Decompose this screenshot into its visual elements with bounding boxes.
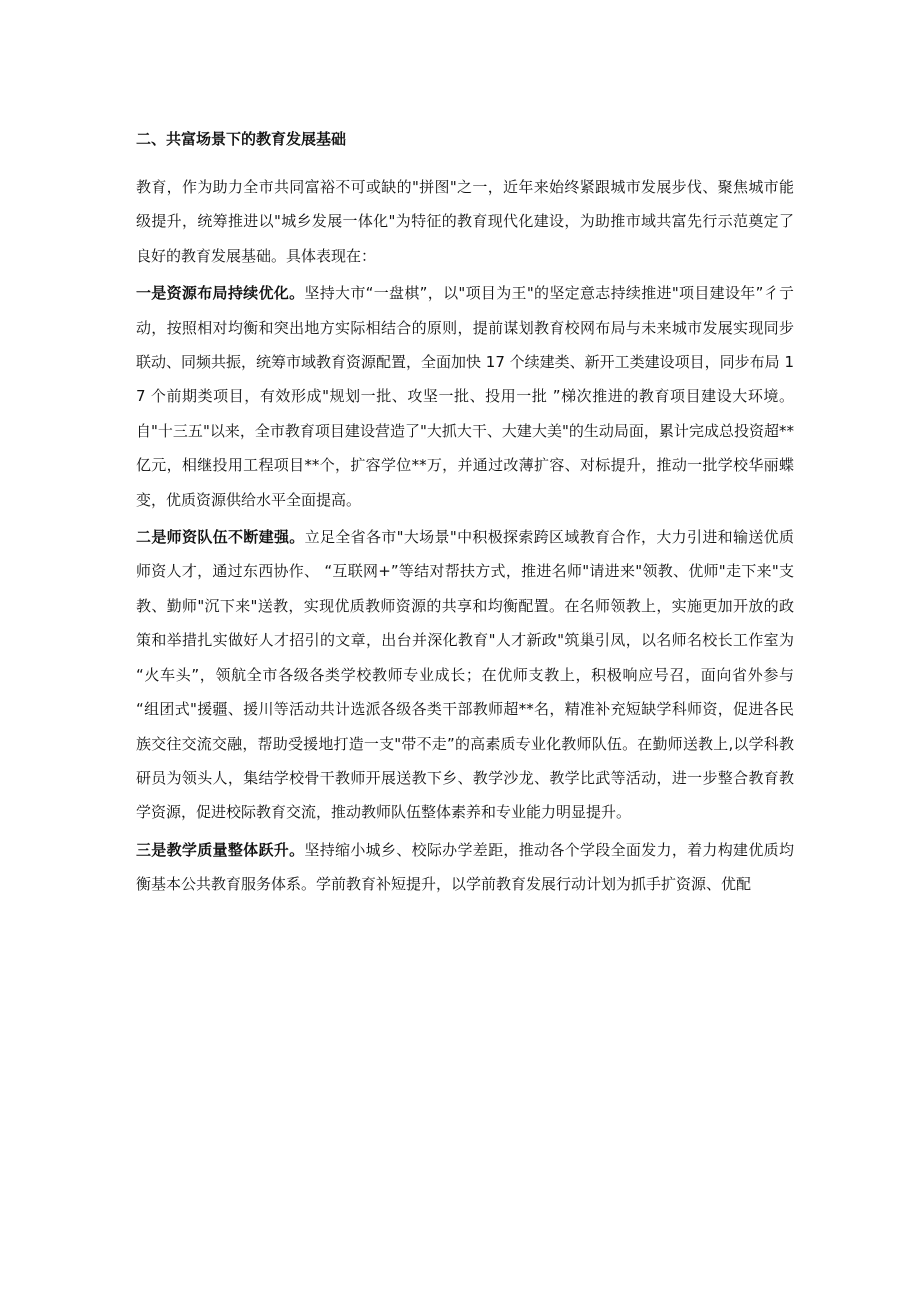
section-paragraph-resources xyxy=(136,276,794,517)
intro-paragraph: 教育，作为助力全市共同富裕不可或缺的"拼图"之一，近年来始终紧跟城市发展步伐、聚焦城市能级提升，统筹推进以"城乡发展一体化"为特征的教育现代化建设，为助推市域共富先行示范奠定了良好的教育发展基础。具体表现在： xyxy=(136,178,794,265)
section-paragraph-teachers xyxy=(136,520,794,830)
section-body-teachers: 立足全省各市"大场景"中积极探索跨区域教育合作，大力引进和输送优质师资人才，通过东西协作、 “互联网+”等结对帮扶方式，推进名师"请进来"领教、优师"走下来"支教、勤师"沉下来"送教，实现优质教师资源的共享和均衡配置。在名师领教上，实施更加开放的政策和举措扎实做好人才招引的文章，出台并深化教育"人才新政"筑巢引凤，以名师名校长工作室为 “火车头”，领航全市各级各类学校教师专业成长；在优师支教上，积极响应号召，面向省外参与 “组团式"援疆、援川等活动共计选派各级各类干部教师超**名，精准补充短缺学科师资，促进各民族交往交流交融，帮助受援地打造一支"带不走”的高素质专业化教师队伍。在勤师送教上,以学科教研员为领头人，集结学校骨干教师开展送教下乡、教学沙龙、教学比武等活动，进一步整合教育教学资源，促进校际教育交流，推动教师队伍整体素养和专业能力明显提升。 xyxy=(136,528,794,822)
section-body-quality: 坚持缩小城乡、校际办学差距，推动各个学段全面发力，着力构建优质均衡基本公共教育服务体系。学前教育补短提升，以学前教育发展行动计划为抓手扩资源、优配 xyxy=(136,840,794,894)
section-body-resources: 坚持大市“一盘棋”，以"项目为王"的坚定意志持续推进"项目建设年”彳亍动，按照相对均衡和突出地方实际相结合的原则，提前谋划教育校网布局与未来城市发展实现同步联动、同频共振，统筹市域教育资源配置，全面加快 17 个续建类、新开工类建设项目，同步布局 17 个前期类项目，有效形成"规划一批、攻坚一批、投用一批 ”梯次推进的教育项目建设大环境。自"十三五"以来，全市教育项目建设营造了"大抓大干、大建大美"的生动局面，累计完成总投资超**亿元，相继投用工程项目**个，扩容学位**万，并通过改薄扩容、对标提升，推动一批学校华丽蝶变，优质资源供给水平全面提高。 xyxy=(136,284,794,509)
section-lead-resources: 一是资源布局持续优化。 xyxy=(136,284,305,303)
section-lead-quality: 三是教学质量整体跃升。 xyxy=(136,840,305,859)
section-lead-teachers: 二是师资队伍不断建强。 xyxy=(136,528,305,547)
document-page xyxy=(136,124,794,905)
section-paragraph-quality xyxy=(136,833,794,902)
section-heading: 二、共富场景下的教育发展基础 xyxy=(136,130,347,148)
